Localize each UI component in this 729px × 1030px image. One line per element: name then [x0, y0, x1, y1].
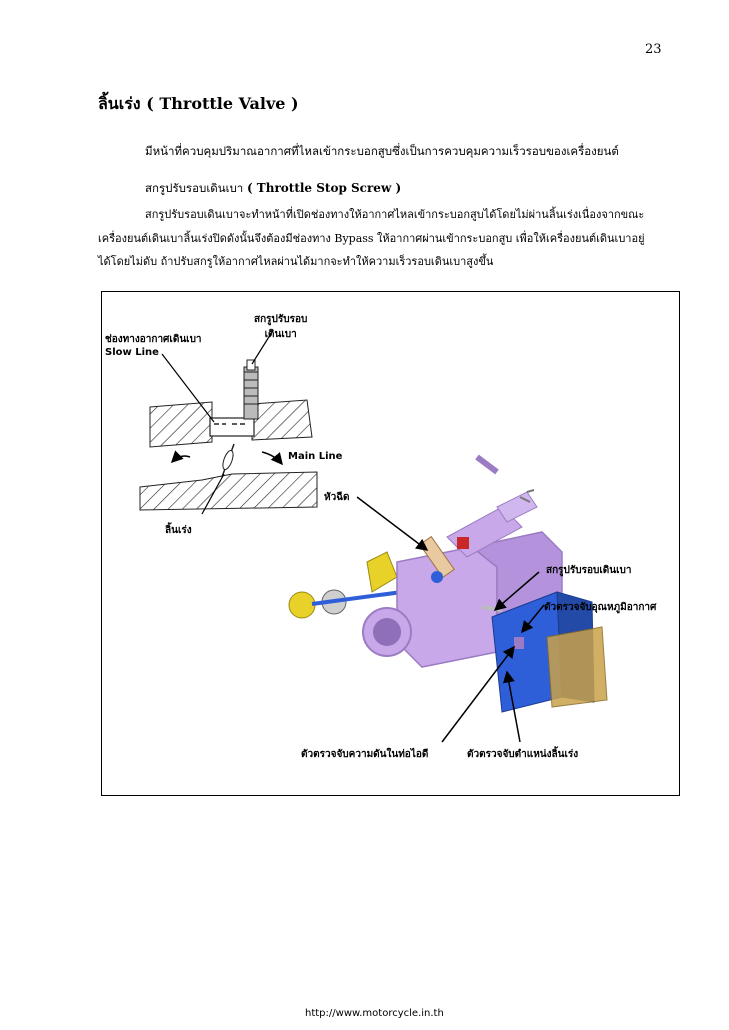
- label-idle-screw-right: สกรูปรับรอบเดินเบา: [546, 565, 632, 576]
- intro-paragraph: มีหน้าที่ควบคุมปริมาณอากาศที่ไหลเข้ากระบอกสูบซึ่งเป็นการควบคุมความเร็วรอบของเครื่องยนต์: [145, 144, 619, 158]
- label-map-sensor: ตัวตรวจจับความดันในท่อไอดี: [301, 749, 429, 760]
- title-english: ( Throttle Valve ): [146, 94, 299, 113]
- page-number: 23: [645, 42, 662, 57]
- label-idle-screw: สกรูปรับรอบ เดินเบา: [254, 314, 308, 340]
- title-thai: ลิ้นเร่ง: [98, 94, 141, 113]
- subheading-thai: สกรูปรับรอบเดินเบา: [145, 181, 244, 195]
- body-line-3: ได้โดยไม่ดับ ถ้าปรับสกรูให้อากาศไหลผ่านได้มากจะทำให้ความเร็วรอบเดินเบาสูงขึ้น: [98, 255, 494, 268]
- label-air-temp-sensor: ตัวตรวจจับอุณหภูมิอากาศ: [544, 602, 657, 613]
- cross-section-sketch: [140, 332, 317, 514]
- label-injector: หัวฉีด: [324, 492, 350, 503]
- throttle-diagram: [102, 292, 679, 795]
- body-line-2: เครื่องยนต์เดินเบาลิ้นเร่งปิดดังนั้นจึงต้องมีช่องทาง Bypass ให้อากาศผ่านเข้ากระบอกสูบ เพื่อให้เครื่องยนต์เดินเบาอยู่: [98, 232, 645, 245]
- label-main-line: Main Line: [288, 451, 343, 462]
- label-tps-sensor: ตัวตรวจจับตำแหน่งลิ้นเร่ง: [467, 749, 579, 760]
- footer-url[interactable]: http://www.motorcycle.in.th: [305, 1008, 444, 1019]
- subheading-english: ( Throttle Stop Screw ): [246, 181, 402, 195]
- subheading: [145, 180, 401, 198]
- body-line-1: สกรูปรับรอบเดินเบาจะทำหน้าที่เปิดช่องทางให้อากาศไหลเข้ากระบอกสูบได้โดยไม่ผ่านลิ้นเร่งเนื่องจากขณะ: [145, 208, 645, 221]
- throttle-figure: [101, 291, 680, 796]
- label-throttle: ลิ้นเร่ง: [165, 525, 192, 536]
- page-title: [98, 92, 299, 117]
- label-slow-passage: ช่องทางอากาศเดินเบา Slow Line: [105, 334, 202, 358]
